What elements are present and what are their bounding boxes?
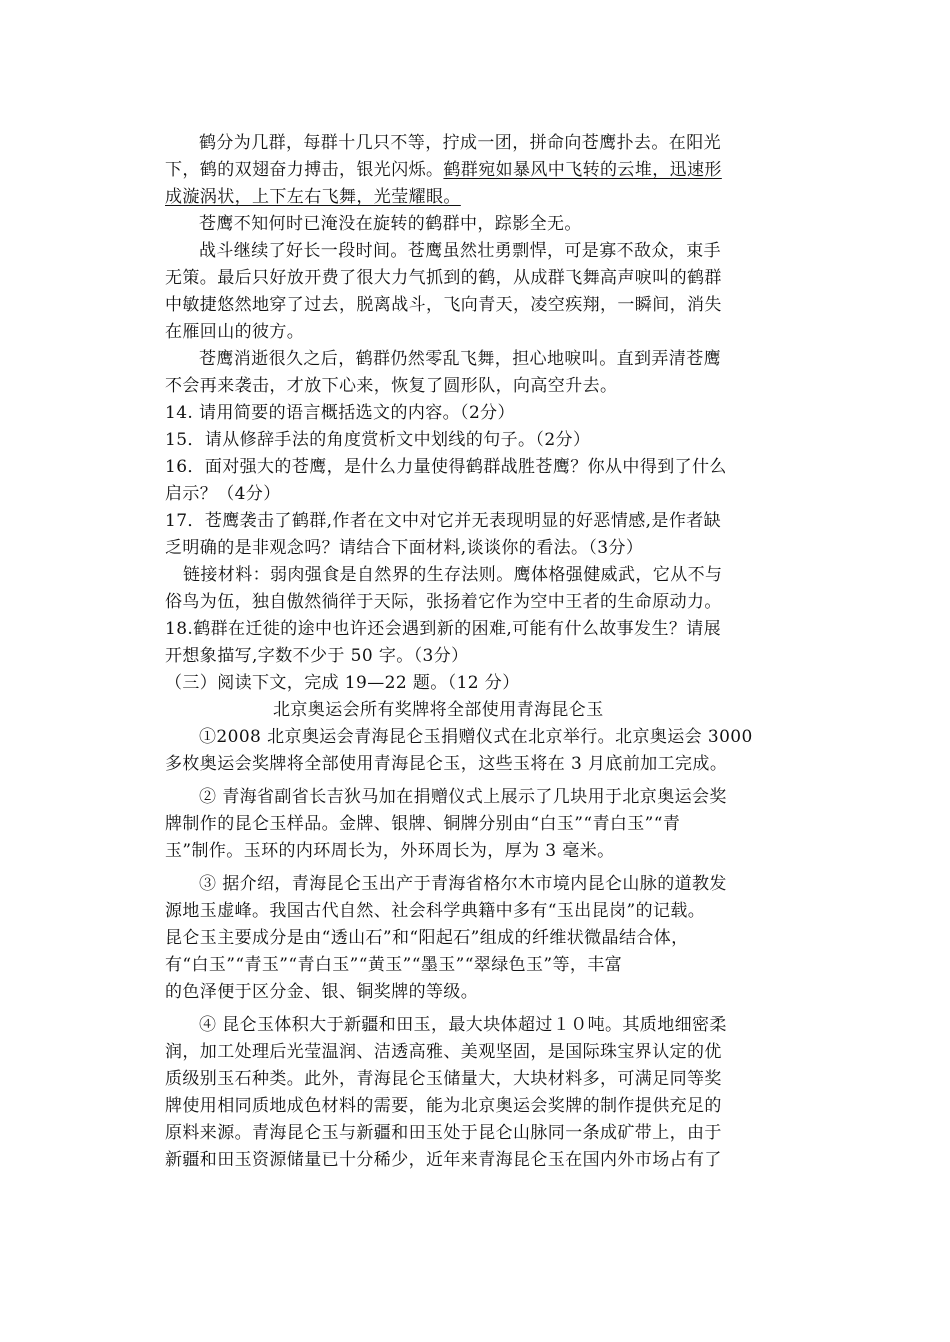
text-line: 18.鹤群在迁徙的途中也许还会遇到新的困难,可能有什么故事发生？请展 (165, 619, 722, 639)
text-line: 乏明确的是非观念吗？请结合下面材料,谈谈你的看法。（3分） (165, 538, 644, 558)
text-line (165, 157, 790, 184)
text-line: 的色泽便于区分金、银、铜奖牌的等级。 (165, 982, 479, 1002)
text-line: ④ 昆仑玉体积大于新疆和田玉，最大块体超过１０吨。其质地细密柔 (199, 1015, 727, 1035)
question-15: 15．请从修辞手法的角度赏析文中划线的句子。（2分） (165, 430, 591, 450)
section-heading: （三）阅读下文，完成 19—22 题。（12 分） (165, 673, 520, 693)
document-page (165, 130, 790, 1174)
text-line: 润，加工处理后光莹温润、洁透高雅、美观坚固，是国际珠宝界认定的优 (165, 1042, 722, 1062)
text-line: 无策。最后只好放开费了很大力气抓到的鹤，从成群飞舞高声唳叫的鹤群 (165, 268, 722, 288)
text-line: 启示？（4分） (165, 484, 281, 504)
text-line: ② 青海省副省长吉狄马加在捐赠仪式上展示了几块用于北京奥运会奖 (199, 787, 727, 807)
passage-paragraph-3 (165, 238, 790, 346)
article-title: 北京奥运会所有奖牌将全部使用青海昆仑玉 (273, 700, 604, 720)
link-material (165, 562, 790, 616)
passage-paragraph-4 (165, 346, 790, 400)
text-line: ③ 据介绍，青海昆仑玉出产于青海省格尔木市境内昆仑山脉的道教发 (199, 874, 727, 894)
underlined-sentence: 成漩涡状，上下左右飞舞，光莹耀眼。 (165, 187, 461, 207)
article-paragraph-2 (165, 784, 790, 865)
text-line: ①2008 北京奥运会青海昆仑玉捐赠仪式在北京举行。北京奥运会 3000 (199, 727, 753, 747)
text-line: 在雁回山的彼方。 (165, 322, 305, 342)
article-paragraph-4 (165, 1012, 790, 1174)
text-line: 玉”制作。玉环的内环周长为，外环周长为，厚为 3 毫米。 (165, 841, 615, 861)
text-line: 源地玉虚峰。我国古代自然、社会科学典籍中多有“玉出昆岗”的记载。 (165, 901, 706, 921)
underlined-sentence: 鹤群宛如暴风中飞转的云堆，迅速形 (443, 160, 722, 180)
text-line: 战斗继续了好长一段时间。苍鹰虽然壮勇剽悍，可是寡不敌众，束手 (199, 241, 721, 261)
passage-paragraph-2: 苍鹰不知何时已淹没在旋转的鹤群中，踪影全无。 (199, 214, 582, 234)
text-line: 多枚奥运会奖牌将全部使用青海昆仑玉，这些玉将在 3 月底前加工完成。 (165, 754, 728, 774)
text-line: 苍鹰消逝很久之后，鹤群仍然零乱飞舞，担心地唳叫。直到弄清苍鹰 (199, 349, 721, 369)
question-14: 14. 请用简要的语言概括选文的内容。（2分） (165, 403, 515, 423)
text-segment: 下，鹤的双翅奋力搏击，银光闪烁。 (165, 160, 444, 180)
text-line: 新疆和田玉资源储量已十分稀少，近年来青海昆仑玉在国内外市场占有了 (165, 1150, 722, 1170)
text-line: 鹤分为几群，每群十几只不等，拧成一团，拼命向苍鹰扑去。在阳光 (199, 133, 721, 153)
text-line: 俗鸟为伍，独自傲然徜徉于天际，张扬着它作为空中王者的生命原动力。 (165, 592, 722, 612)
text-line: 质级别玉石种类。此外，青海昆仑玉储量大，大块材料多，可满足同等奖 (165, 1069, 722, 1089)
article-paragraph-3 (165, 871, 790, 1006)
text-line: 有“白玉”“青玉”“青白玉”“黄玉”“墨玉”“翠绿色玉”等，丰富 (165, 955, 623, 975)
text-line: 16．面对强大的苍鹰，是什么力量使得鹤群战胜苍鹰？你从中得到了什么 (165, 457, 727, 477)
text-line: 链接材料：弱肉强食是自然界的生存法则。鹰体格强健威武，它从不与 (183, 565, 723, 585)
text-line: 中敏捷悠然地穿了过去，脱离战斗，飞向青天，凌空疾翔，一瞬间，消失 (165, 295, 722, 315)
text-line: 17．苍鹰袭击了鹤群,作者在文中对它并无表现明显的好恶情感,是作者缺 (165, 511, 722, 531)
text-line: 牌使用相同质地成色材料的需要，能为北京奥运会奖牌的制作提供充足的 (165, 1096, 722, 1116)
question-17 (165, 508, 790, 562)
question-18 (165, 616, 790, 670)
text-line: 牌制作的昆仑玉样品。金牌、银牌、铜牌分别由“白玉”“青白玉”“青 (165, 814, 681, 834)
question-16 (165, 454, 790, 508)
text-line: 开想象描写,字数不少于 50 字。（3分） (165, 646, 469, 666)
text-line: 昆仑玉主要成分是由“透山石”和“阳起石”组成的纤维状微晶结合体， (165, 928, 689, 948)
text-line (165, 184, 790, 211)
article-paragraph-1 (165, 724, 790, 778)
text-line: 原料来源。青海昆仑玉与新疆和田玉处于昆仑山脉同一条成矿带上，由于 (165, 1123, 722, 1143)
text-line: 不会再来袭击，才放下心来，恢复了圆形队，向高空升去。 (165, 376, 618, 396)
passage-paragraph-1 (165, 130, 790, 211)
